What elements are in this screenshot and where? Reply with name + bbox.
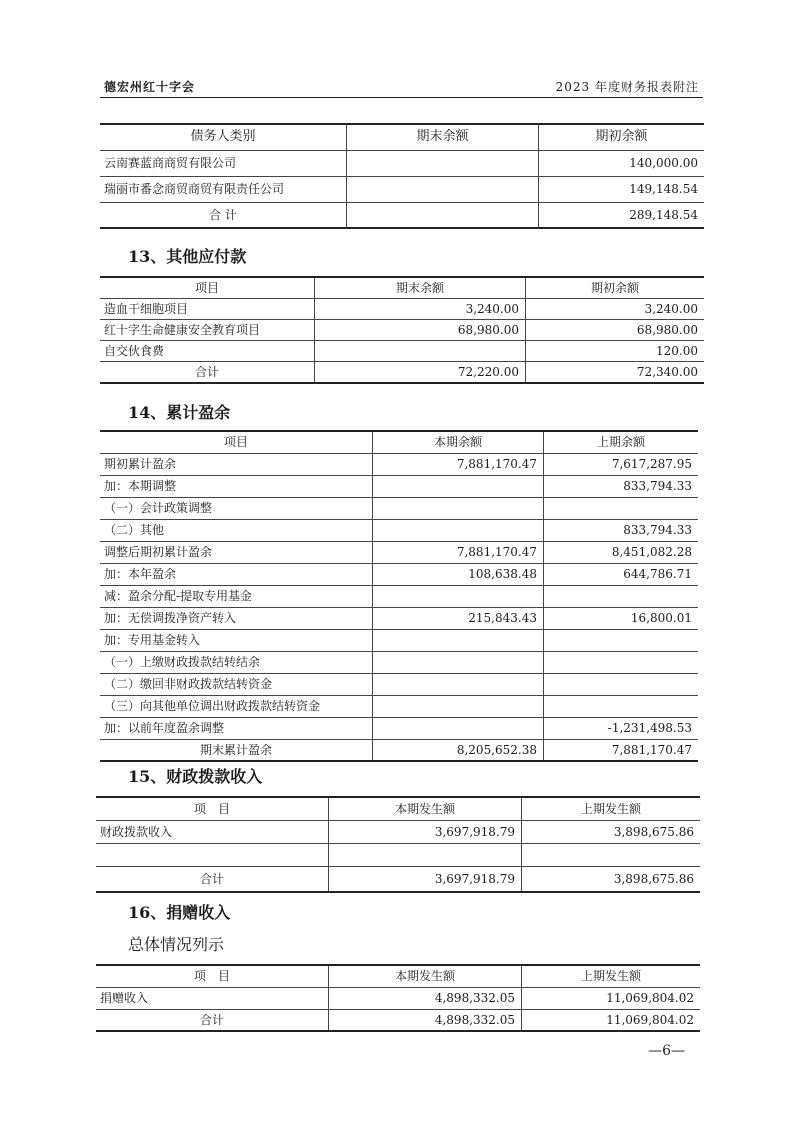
- column-header: 上期发生额: [522, 965, 701, 987]
- accumulated-surplus-table: [100, 430, 698, 762]
- column-header: 本期余额: [373, 431, 544, 453]
- section-title-15: 15、财政拨款收入: [128, 767, 263, 786]
- cell-current: [373, 695, 544, 717]
- section-title-14: 14、累计盈余: [128, 403, 231, 422]
- column-header: 项目: [100, 277, 315, 299]
- section-subtitle-16: 总体情况列示: [128, 935, 225, 954]
- table-row: [100, 585, 698, 607]
- column-header: 本期发生额: [329, 797, 522, 820]
- column-header: 期初余额: [539, 124, 705, 150]
- cell-prior: [544, 585, 699, 607]
- cell-label: 期初累计盈余: [100, 453, 373, 475]
- table-header-row: [100, 431, 698, 453]
- cell-prior: 11,069,804.02: [522, 987, 701, 1009]
- cell-opening: 3,240.00: [526, 299, 705, 320]
- cell-label: 合计: [96, 866, 329, 892]
- table-row: [100, 320, 704, 341]
- table-row: [96, 820, 700, 843]
- cell-closing: [347, 176, 539, 202]
- column-header: 期末余额: [347, 124, 539, 150]
- table-total-row: [96, 1009, 700, 1031]
- cell-opening: 72,340.00: [526, 362, 705, 384]
- cell-current: [373, 475, 544, 497]
- cell-prior: 8,451,082.28: [544, 541, 699, 563]
- cell-current: [373, 717, 544, 739]
- cell-closing: 3,240.00: [315, 299, 526, 320]
- column-header: 上期发生额: [522, 797, 701, 820]
- column-header: 期末余额: [315, 277, 526, 299]
- debtor-table: [100, 123, 704, 229]
- cell-prior: 3,898,675.86: [522, 820, 701, 843]
- cell-prior: 11,069,804.02: [522, 1009, 701, 1031]
- cell-label: 红十字生命健康安全教育项目: [100, 320, 315, 341]
- table-row: [96, 987, 700, 1009]
- table-row: [100, 607, 698, 629]
- cell-closing: [315, 341, 526, 362]
- header-rule: [100, 97, 703, 98]
- table-row: [100, 651, 698, 673]
- table-header-row: [96, 797, 700, 820]
- table-row: [100, 541, 698, 563]
- cell-label: 减：盈余分配-提取专用基金: [100, 585, 373, 607]
- table-row: [100, 717, 698, 739]
- table-row: [100, 475, 698, 497]
- table-row: [100, 673, 698, 695]
- table-header-row: [100, 124, 704, 150]
- table-header-row: [96, 965, 700, 987]
- cell-label: （二）缴回非财政拨款结转资金: [100, 673, 373, 695]
- cell-prior: [544, 629, 699, 651]
- section-title-16: 16、捐赠收入: [128, 903, 231, 922]
- cell-prior: 833,794.33: [544, 475, 699, 497]
- cell-closing: [347, 150, 539, 176]
- table-total-row: [100, 739, 698, 761]
- cell-label: 造血干细胞项目: [100, 299, 315, 320]
- cell-label: （二）其他: [100, 519, 373, 541]
- column-header: 本期发生额: [329, 965, 522, 987]
- table-total-row: [96, 866, 700, 892]
- cell-current: [373, 585, 544, 607]
- cell-label: （一）会计政策调整: [100, 497, 373, 519]
- cell-current: [373, 673, 544, 695]
- cell-current: [373, 651, 544, 673]
- table-row: [100, 150, 704, 176]
- cell-prior: 644,786.71: [544, 563, 699, 585]
- cell-prior: 7,881,170.47: [544, 739, 699, 761]
- cell-current: 7,881,170.47: [373, 453, 544, 475]
- cell-label: 合计: [100, 362, 315, 384]
- cell-prior: [544, 673, 699, 695]
- cell-current: [329, 843, 522, 866]
- cell-prior: [544, 695, 699, 717]
- cell-prior: -1,231,498.53: [544, 717, 699, 739]
- cell-current: 4,898,332.05: [329, 1009, 522, 1031]
- page-number: —6—: [648, 1043, 685, 1059]
- column-header: 项 目: [96, 965, 329, 987]
- cell-label: 加：本年盈余: [100, 563, 373, 585]
- cell-label: （一）上缴财政拨款结转结余: [100, 651, 373, 673]
- table-total-row: [100, 202, 704, 228]
- table-row: [96, 843, 700, 866]
- cell-current: 215,843.43: [373, 607, 544, 629]
- table-row: [100, 695, 698, 717]
- cell-label: 加：以前年度盈余调整: [100, 717, 373, 739]
- table-row: [100, 563, 698, 585]
- table-row: [100, 176, 704, 202]
- cell-label: 期末累计盈余: [100, 739, 373, 761]
- cell-current: 4,898,332.05: [329, 987, 522, 1009]
- table-row: [100, 629, 698, 651]
- section-title-13: 13、其他应付款: [128, 247, 247, 266]
- cell-label: 合计: [96, 1009, 329, 1031]
- page-header-org: 德宏州红十字会: [104, 80, 196, 94]
- cell-label: 加：专用基金转入: [100, 629, 373, 651]
- cell-label: 调整后期初累计盈余: [100, 541, 373, 563]
- cell-label: 自交伙食费: [100, 341, 315, 362]
- donation-income-table: [96, 964, 700, 1032]
- cell-current: 3,697,918.79: [329, 866, 522, 892]
- cell-label: 财政拨款收入: [96, 820, 329, 843]
- cell-label: （三）向其他单位调出财政拨款结转资金: [100, 695, 373, 717]
- column-header: 上期余额: [544, 431, 699, 453]
- cell-closing: [347, 202, 539, 228]
- table-row: [100, 299, 704, 320]
- cell-opening: 68,980.00: [526, 320, 705, 341]
- cell-closing: 72,220.00: [315, 362, 526, 384]
- cell-opening: 289,148.54: [539, 202, 705, 228]
- table-row: [100, 341, 704, 362]
- cell-opening: 140,000.00: [539, 150, 705, 176]
- cell-current: 108,638.48: [373, 563, 544, 585]
- column-header: 期初余额: [526, 277, 705, 299]
- cell-current: [373, 497, 544, 519]
- table-row: [100, 453, 698, 475]
- cell-current: 7,881,170.47: [373, 541, 544, 563]
- column-header: 项 目: [96, 797, 329, 820]
- cell-label: 瑞丽市番念商贸商贸有限责任公司: [100, 176, 347, 202]
- cell-current: [373, 519, 544, 541]
- cell-label: 捐赠收入: [96, 987, 329, 1009]
- table-row: [100, 497, 698, 519]
- table-header-row: [100, 277, 704, 299]
- cell-prior: [544, 651, 699, 673]
- table-total-row: [100, 362, 704, 384]
- table-row: [100, 519, 698, 541]
- cell-label: 加：本期调整: [100, 475, 373, 497]
- cell-current: 3,697,918.79: [329, 820, 522, 843]
- fiscal-appropriation-table: [96, 796, 700, 893]
- cell-closing: 68,980.00: [315, 320, 526, 341]
- cell-current: 8,205,652.38: [373, 739, 544, 761]
- cell-label: 云南赛蓝商商贸有限公司: [100, 150, 347, 176]
- column-header: 债务人类别: [100, 124, 347, 150]
- cell-prior: 3,898,675.86: [522, 866, 701, 892]
- cell-prior: 7,617,287.95: [544, 453, 699, 475]
- cell-prior: [522, 843, 701, 866]
- cell-opening: 120.00: [526, 341, 705, 362]
- cell-prior: [544, 497, 699, 519]
- column-header: 项目: [100, 431, 373, 453]
- other-payables-table: [100, 276, 704, 384]
- cell-current: [373, 629, 544, 651]
- cell-prior: 16,800.01: [544, 607, 699, 629]
- cell-label: 合 计: [100, 202, 347, 228]
- cell-opening: 149,148.54: [539, 176, 705, 202]
- cell-label: 加：无偿调拨净资产转入: [100, 607, 373, 629]
- page-header-report: 2023 年度财务报表附注: [555, 80, 699, 94]
- cell-prior: 833,794.33: [544, 519, 699, 541]
- cell-label: [96, 843, 329, 866]
